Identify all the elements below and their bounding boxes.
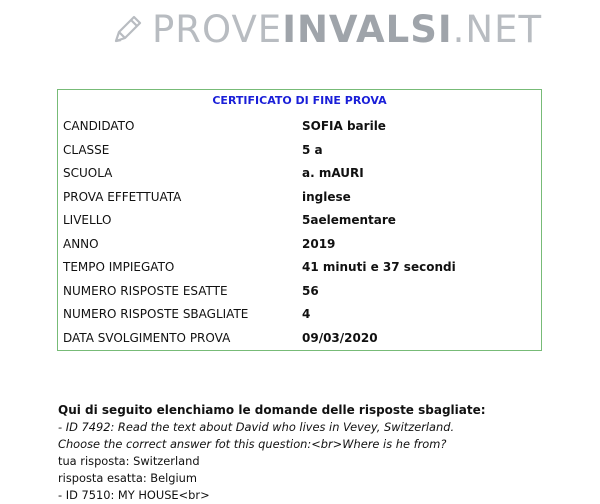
row-value: 56 [302, 283, 319, 298]
row-livello [58, 210, 541, 230]
row-esatte [58, 281, 541, 301]
row-label: NUMERO RISPOSTE SBAGLIATE [63, 307, 249, 321]
row-prova [58, 187, 541, 207]
question-line: Choose the correct answer fot this question:<br>Where is he from? [58, 437, 447, 451]
row-anno [58, 234, 541, 254]
logo-text-light: PROVE [152, 8, 283, 51]
row-value: 2019 [302, 236, 336, 251]
certificate-title: CERTIFICATO DI FINE PROVA [212, 94, 387, 107]
question-line: - ID 7492: Read the text about David who lives in Vevey, Switzerland. [58, 420, 455, 434]
row-value: 09/03/2020 [302, 330, 378, 345]
row-data [58, 328, 541, 348]
row-value: SOFIA barile [302, 119, 386, 133]
correct-answer: risposta esatta: Belgium [58, 471, 197, 485]
your-answer: tua risposta: Switzerland [58, 454, 200, 468]
row-candidato [58, 116, 541, 136]
site-logo [110, 8, 542, 52]
row-value: 4 [302, 307, 311, 321]
row-value: inglese [302, 189, 351, 204]
row-label: LIVELLO [63, 213, 112, 227]
row-label: CANDIDATO [63, 119, 135, 133]
row-scuola [58, 163, 541, 183]
wrong-answers-section [58, 402, 598, 504]
certificate-box [57, 89, 542, 351]
row-value: 5 a [302, 142, 323, 157]
logo-text-bold: INVALSI [282, 8, 453, 51]
wrong-answers-heading: Qui di seguito elenchiamo le domande delle risposte sbagliate: [58, 403, 486, 417]
row-label: PROVA EFFETTUATA [63, 189, 182, 204]
row-label: DATA SVOLGIMENTO PROVA [63, 330, 231, 345]
row-value: 41 minuti e 37 secondi [302, 260, 456, 274]
row-label: CLASSE [63, 142, 110, 157]
row-tempo [58, 257, 541, 277]
row-sbagliate [58, 304, 541, 324]
row-value: 5aelementare [302, 213, 396, 227]
row-label: ANNO [63, 236, 99, 251]
logo-text [152, 8, 542, 52]
pencil-icon [110, 13, 144, 47]
row-classe [58, 140, 541, 160]
logo-text-suffix: .NET [452, 8, 543, 51]
row-label: TEMPO IMPIEGATO [63, 260, 175, 274]
question-line: - ID 7510: MY HOUSE<br> [58, 488, 210, 502]
row-label: SCUOLA [63, 166, 113, 180]
row-value: a. mAURI [302, 166, 364, 180]
row-label: NUMERO RISPOSTE ESATTE [63, 283, 228, 298]
